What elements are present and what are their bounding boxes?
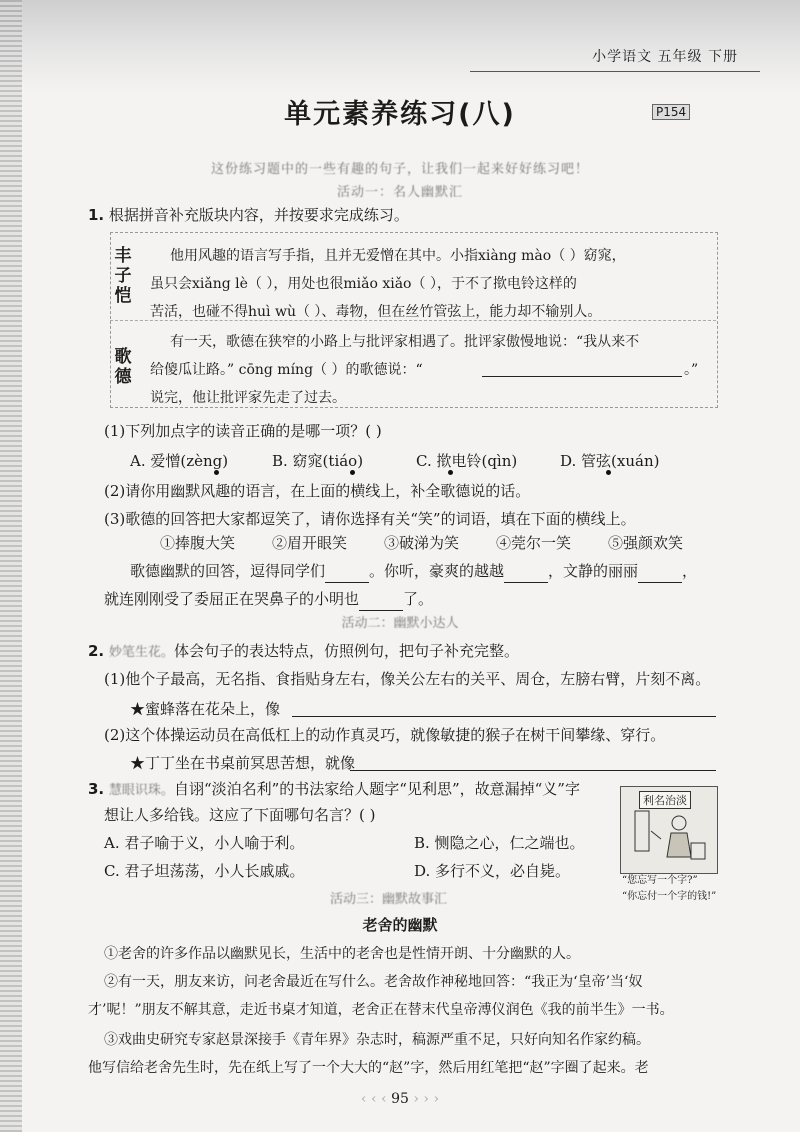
word-choice-3: ③破涕为笑 <box>384 534 460 552</box>
question-3: 3. 慧眼识珠。自诩“淡泊名利”的书法家给人题字“见利思”，故意漏掉“义”字 <box>88 780 580 798</box>
cartoon-caption-1: “您忘写一个字?” <box>622 875 698 886</box>
label-goethe: 歌 德 <box>114 347 132 387</box>
emphasis-dot <box>214 470 219 475</box>
feng-line-3: 苦活，也碰不得huì wù（ ）、毒物，但在丝竹管弦上，能力却不输别人。 <box>150 304 602 320</box>
emphasis-dot <box>350 470 355 475</box>
story-para-1: ①老舍的许多作品以幽默见长，生活中的老舍也是性情开朗、十分幽默的人。 <box>104 946 580 962</box>
fill-blank-1[interactable] <box>325 560 369 583</box>
q2-lead: 妙笔生花。 <box>108 645 174 660</box>
activity-1-heading: 活动一：名人幽默汇 <box>336 185 463 200</box>
fill-sentence-line2: 就连刚刚受了委屈正在哭鼻子的小明也 了。 <box>104 588 433 611</box>
page-number: ‹ ‹ ‹ 95 › › › <box>360 1091 440 1107</box>
word-choice-1: ①捧腹大笑 <box>160 534 236 552</box>
word-choice-5: ⑤强颜欢笑 <box>608 534 684 552</box>
goethe-answer-line[interactable] <box>482 376 682 377</box>
fill-sentence-line1: 歌德幽默的回答，逗得同学们 。你听，豪爽的越越 ，文静的丽丽 ， <box>130 560 697 583</box>
story-para-3b: 他写信给老舍先生时，先在纸上写了一个大大的“赵”字，然后用红笔把“赵”字圈了起来。老 <box>88 1060 649 1076</box>
q3-option-a[interactable]: A. 君子喻于义，小人喻于利。 <box>104 834 305 852</box>
fill-blank-2[interactable] <box>504 560 548 583</box>
q2-answer-line-1[interactable] <box>292 716 716 717</box>
q1-sub3: (3)歌德的回答把大家都逗笑了，请你选择有关“笑”的词语，填在下面的横线上。 <box>104 510 636 528</box>
option-c[interactable]: C. 揿电铃(qìn) <box>416 452 518 470</box>
option-b[interactable]: B. 窈窕(tiáo) <box>272 452 364 470</box>
label-feng-zikai: 丰 子 恺 <box>114 246 132 306</box>
feng-line-2: 虽只会xiǎng lè（ ），用处也很miǎo xiǎo（ ），于不了揿电铃这样的 <box>150 276 577 292</box>
q2-example-1: (1)他个子最高，无名指、食指贴身左右，像关公左右的关平、周仓，左膀右臂，片刻不离。 <box>104 670 711 688</box>
q2-star-2: ★丁丁坐在书桌前冥思苦想，就像 <box>130 754 356 772</box>
goethe-line-2: 给傻瓜让路。” cōng míng（ ）的歌德说：“ <box>150 362 423 378</box>
header-rule <box>470 71 760 72</box>
fill-blank-3[interactable] <box>638 560 682 583</box>
answer-page-ref: P154 <box>652 104 690 120</box>
q3-prompt-a: 自诩“淡泊名利”的书法家给人题字“见利思”，故意漏掉“义”字 <box>173 780 580 798</box>
q1-sub1: (1)下列加点字的读音正确的是哪一项？( ) <box>104 422 382 440</box>
fill-blank-4[interactable] <box>359 588 403 611</box>
word-choice-2: ②眉开眼笑 <box>272 534 348 552</box>
q2-prompt: 体会句子的表达特点，仿照例句，把句子补充完整。 <box>173 642 519 660</box>
goethe-line-1: 有一天，歌德在狭窄的小路上与批评家相遇了。批评家傲慢地说：“我从来不 <box>170 334 640 350</box>
feng-line-1: 他用风趣的语言写手指，且并无爱憎在其中。小指xiàng mào（ ）窈窕， <box>170 248 626 264</box>
goethe-quote-end: 。” <box>684 362 699 378</box>
q3-option-b[interactable]: B. 恻隐之心，仁之端也。 <box>414 834 585 852</box>
question-2: 2. 妙笔生花。体会句子的表达特点，仿照例句，把句子补充完整。 <box>88 642 519 660</box>
emphasis-dot <box>606 470 611 475</box>
q2-star-1: ★蜜蜂落在花朵上，像 <box>130 700 281 718</box>
cartoon-figures-icon <box>621 787 717 873</box>
story-para-3a: ③戏曲史研究专家赵景深接手《青年界》杂志时，稿源严重不足，只好向知名作家约稿。 <box>104 1032 650 1048</box>
intro-banner: 这份练习题中的一些有趣的句子，让我们一起来好好练习吧！ <box>210 162 589 177</box>
question-prompt: 根据拼音补充版块内容，并按要求完成练习。 <box>108 206 409 224</box>
option-d[interactable]: D. 管弦(xuán) <box>560 452 660 470</box>
activity-2-heading: 活动二：幽默小达人 <box>341 616 459 631</box>
q3-prompt-b: 想让人多给钱。这应了下面哪句名言？( ) <box>104 806 376 824</box>
goethe-line-3: 说完，他让批评家先走了过去。 <box>150 390 346 406</box>
page-title: 单元素养练习(八) <box>284 99 516 130</box>
story-para-2a: ②有一天，朋友来访，问老舍最近在写什么。老舍故作神秘地回答：“我正为‘皇帝’当‘奴 <box>104 974 643 990</box>
calligrapher-cartoon <box>620 786 718 874</box>
story-para-2b: 才’呢！”朋友不解其意，走近书桌才知道，老舍正在替末代皇帝溥仪润色《我的前半生》一书。 <box>88 1002 674 1018</box>
decor-right-icon: › › › <box>413 1091 440 1107</box>
cartoon-caption-2: “你忘付一个字的钱!” <box>622 891 717 902</box>
cartoon-sign: 利名治淡 <box>639 791 691 809</box>
question-number: 1. <box>88 206 105 224</box>
decor-left-icon: ‹ ‹ ‹ <box>360 1091 387 1107</box>
question-1 <box>88 204 409 226</box>
option-a[interactable]: A. 爱憎(zèng) <box>130 452 229 470</box>
q2-answer-line-2[interactable] <box>350 770 716 771</box>
q2-example-2: (2)这个体操运动员在高低杠上的动作真灵巧，就像敏捷的猴子在树干间攀缘、穿行。 <box>104 726 666 744</box>
q1-sub2: (2)请你用幽默风趣的语言，在上面的横线上，补全歌德说的话。 <box>104 482 531 500</box>
grade-header: 小学语文 五年级 下册 <box>592 49 738 65</box>
activity-3-heading: 活动三：幽默故事汇 <box>330 892 448 907</box>
q3-option-d[interactable]: D. 多行不义，必自毙。 <box>414 862 571 880</box>
story-title: 老舍的幽默 <box>362 916 438 934</box>
word-choice-4: ④莞尔一笑 <box>496 534 572 552</box>
emphasis-dot <box>448 470 453 475</box>
q3-option-c[interactable]: C. 君子坦荡荡，小人长戚戚。 <box>104 862 305 880</box>
q3-lead: 慧眼识珠。 <box>108 783 174 798</box>
